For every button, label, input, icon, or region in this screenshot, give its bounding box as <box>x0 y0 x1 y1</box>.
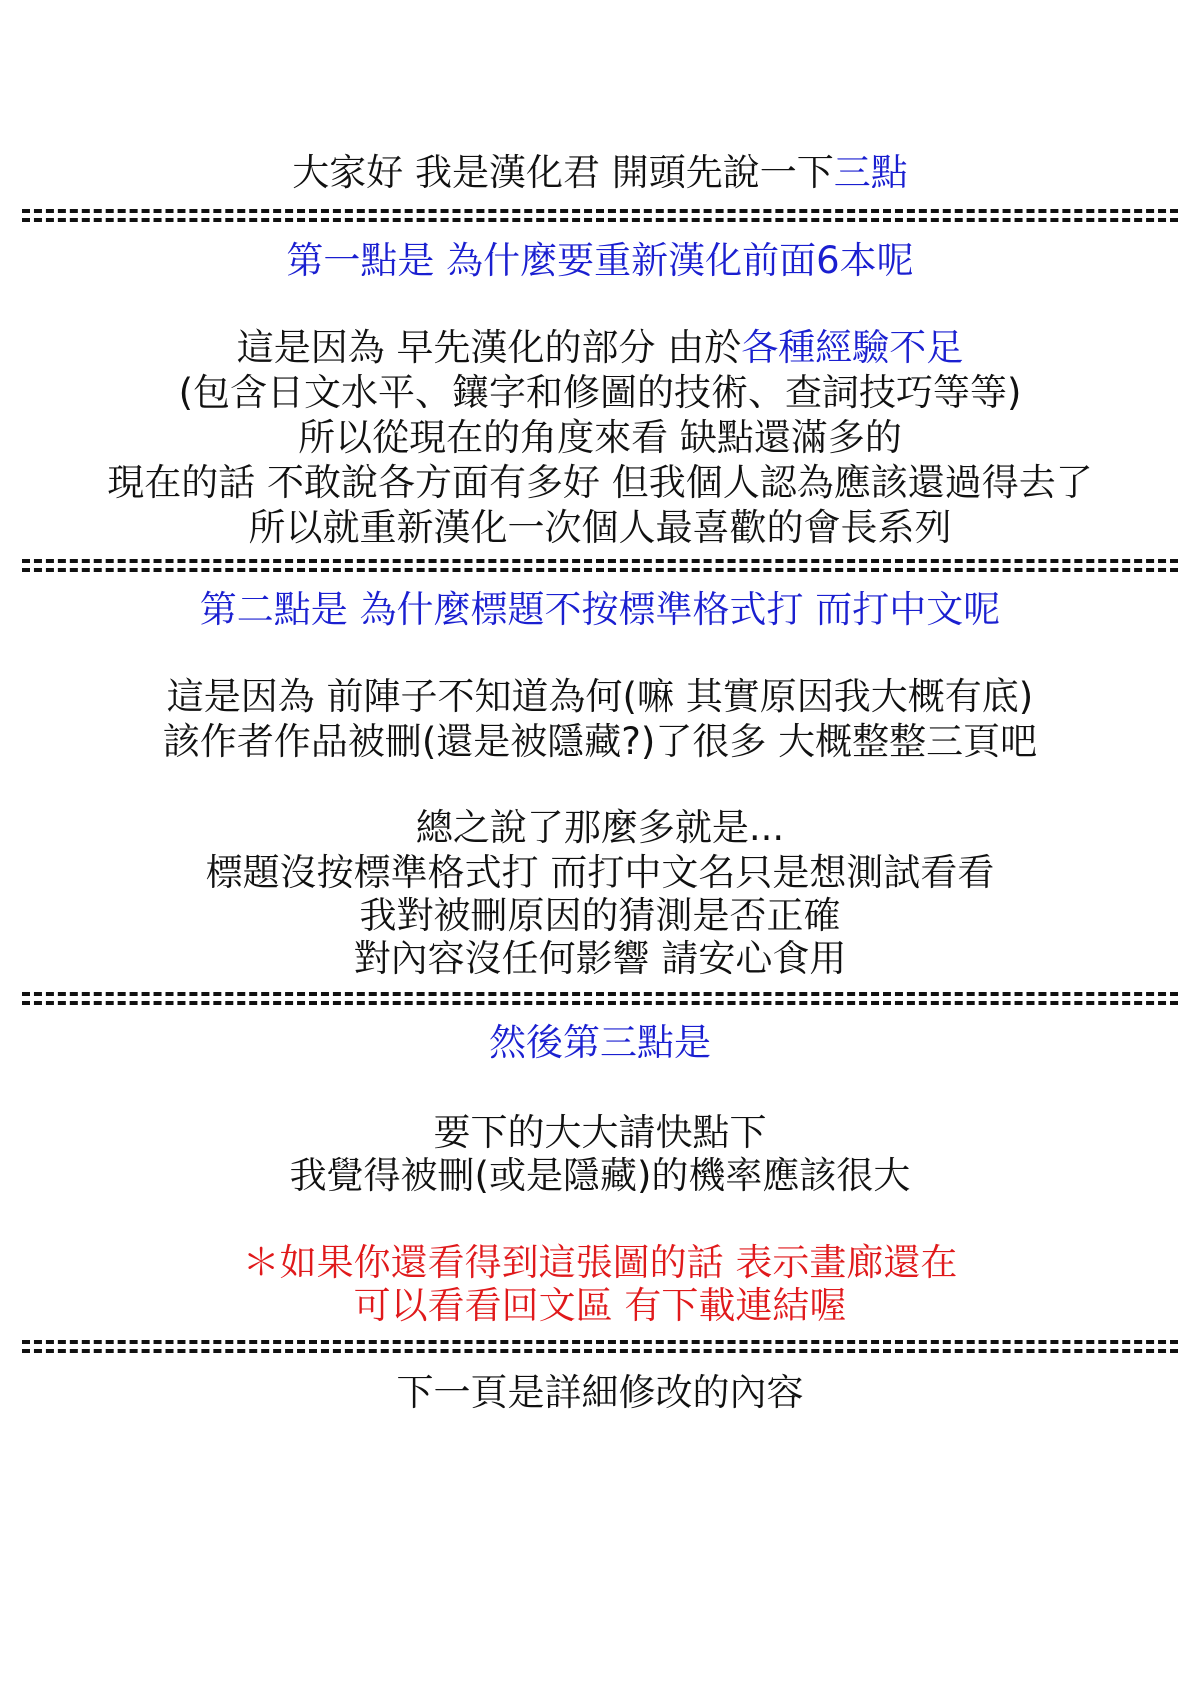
section1-heading: 第一點是 為什麼要重新漢化前面6本呢 <box>286 239 914 282</box>
separator-line <box>22 1338 1178 1354</box>
section2-line3: 總之說了那麼多就是... <box>415 806 785 849</box>
footer-text: 下一頁是詳細修改的內容 <box>396 1371 804 1414</box>
separator-line <box>22 207 1178 223</box>
separator-line <box>22 990 1178 1006</box>
section3-note2: 可以看看回文區 有下載連結喔 <box>353 1284 847 1327</box>
separator-line <box>22 557 1178 573</box>
intro-highlight: 三點 <box>833 151 908 194</box>
section1-line5: 所以就重新漢化一次個人最喜歡的會長系列 <box>248 506 952 549</box>
section1-line3: 所以從現在的角度來看 缺點還滿多的 <box>298 416 902 459</box>
intro-text: 大家好 我是漢化君 開頭先說一下 <box>292 151 834 194</box>
section3-note1: ＊如果你還看得到這張圖的話 表示畫廊還在 <box>242 1241 958 1284</box>
section2-line6: 對內容沒任何影響 請安心食用 <box>353 937 847 980</box>
section1-line1-highlight: 各種經驗不足 <box>741 326 964 369</box>
section3-line1: 要下的大大請快點下 <box>433 1111 767 1154</box>
intro-line <box>0 150 1200 196</box>
section3-heading: 然後第三點是 <box>489 1021 711 1064</box>
section2-heading: 第二點是 為什麼標題不按標準格式打 而打中文呢 <box>199 588 1001 631</box>
section1-line4: 現在的話 不敢說各方面有多好 但我個人認為應該還過得去了 <box>107 461 1093 504</box>
section1-line1 <box>0 325 1200 371</box>
section1-line1-text: 這是因為 早先漢化的部分 由於 <box>236 326 742 369</box>
section2-line5: 我對被刪原因的猜測是否正確 <box>359 894 841 937</box>
section2-line2: 該作者作品被刪(還是被隱藏?)了很多 大概整整三頁吧 <box>162 720 1038 763</box>
section3-line2: 我覺得被刪(或是隱藏)的機率應該很大 <box>289 1154 911 1197</box>
section1-line2: (包含日文水平、鑲字和修圖的技術、查詞技巧等等) <box>178 371 1022 414</box>
section2-line4: 標題沒按標準格式打 而打中文名只是想測試看看 <box>205 851 995 894</box>
section2-line1: 這是因為 前陣子不知道為何(嘛 其實原因我大概有底) <box>166 675 1034 718</box>
